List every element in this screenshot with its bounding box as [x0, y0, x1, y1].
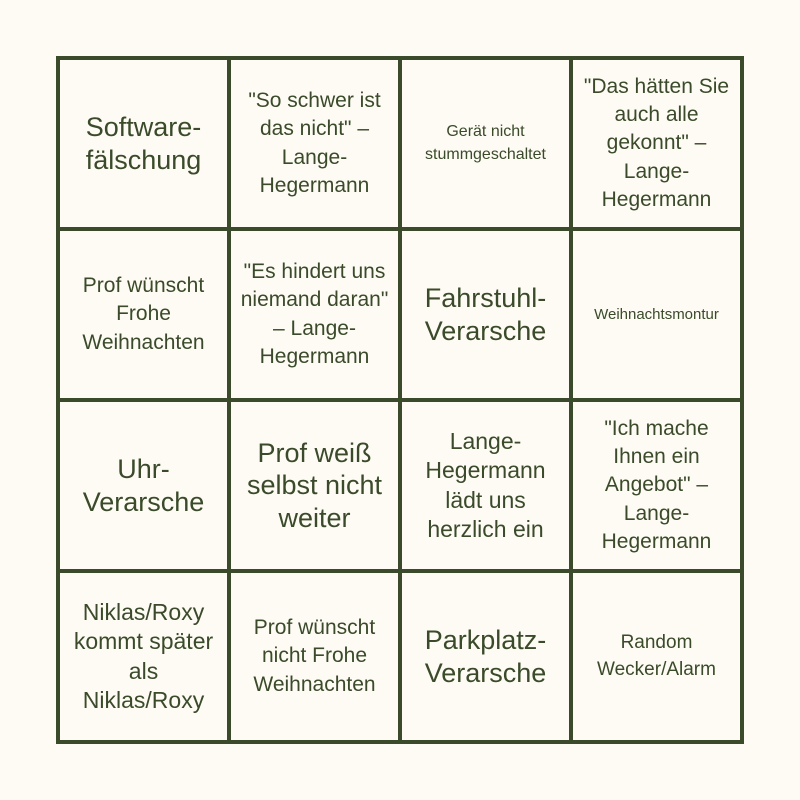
cell-label: Prof weiß selbst nicht weiter — [246, 437, 383, 533]
bingo-cell-1-2[interactable] — [229, 58, 400, 229]
cell-label: Gerät nicht stummgeschaltet — [425, 123, 546, 163]
bingo-cell-4-4[interactable] — [571, 571, 742, 742]
cell-label: Prof wünscht Frohe Weihnachten — [82, 273, 205, 354]
cell-label: Software-fälschung — [85, 112, 202, 175]
bingo-cell-2-3[interactable] — [400, 229, 571, 400]
bingo-cell-3-4[interactable] — [571, 400, 742, 571]
cell-label: "Das hätten Sie auch alle gekonnt" – Lange-Hegermann — [583, 74, 730, 212]
cell-label: Parkplatz-Verarsche — [424, 625, 547, 688]
cell-label: Random Wecker/Alarm — [597, 631, 716, 680]
bingo-cell-3-2[interactable] — [229, 400, 400, 571]
cell-label: Uhr-Verarsche — [82, 454, 205, 517]
bingo-cell-1-3[interactable] — [400, 58, 571, 229]
bingo-cell-1-4[interactable] — [571, 58, 742, 229]
bingo-cell-3-1[interactable] — [58, 400, 229, 571]
cell-label: "Es hindert uns niemand daran" – Lange-Hegermann — [240, 259, 389, 368]
bingo-cell-4-3[interactable] — [400, 571, 571, 742]
bingo-cell-3-3[interactable] — [400, 400, 571, 571]
bingo-board — [56, 56, 744, 744]
bingo-cell-1-1[interactable] — [58, 58, 229, 229]
bingo-cell-2-4[interactable] — [571, 229, 742, 400]
cell-label: Weihnachtsmontur — [594, 306, 719, 323]
bingo-cell-4-1[interactable] — [58, 571, 229, 742]
bingo-cell-4-2[interactable] — [229, 571, 400, 742]
bingo-cell-2-1[interactable] — [58, 229, 229, 400]
cell-label: Niklas/Roxy kommt später als Niklas/Roxy — [73, 598, 214, 713]
cell-label: Fahrstuhl-Verarsche — [424, 283, 547, 346]
cell-label: Prof wünscht nicht Frohe Weihnachten — [253, 615, 376, 696]
cell-label: Lange-Hegermann lädt uns herzlich ein — [425, 427, 546, 542]
bingo-cell-2-2[interactable] — [229, 229, 400, 400]
cell-label: "So schwer ist das nicht" – Lange-Hegermann — [248, 88, 381, 197]
cell-label: "Ich mache Ihnen ein Angebot" – Lange-Hegermann — [601, 416, 712, 554]
